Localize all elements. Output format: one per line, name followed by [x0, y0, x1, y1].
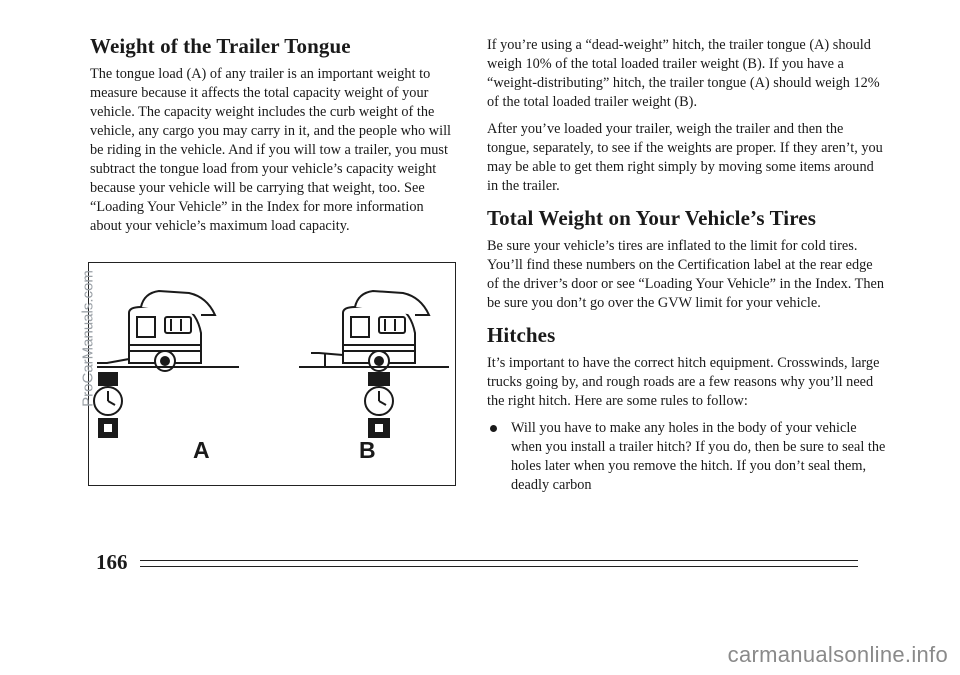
trailer-scale-figure [88, 262, 456, 486]
bullet-icon [490, 425, 497, 432]
weigh-trailer-paragraph: After you’ve loaded your trailer, weigh the trailer and then the tongue, separately, to see if the weights are proper. If they aren’t, you may be able to get them right simply by moving some items around in the trailer. [487, 121, 883, 194]
hitch-equipment-paragraph: It’s important to have the correct hitch equipment. Crosswinds, large trucks going by, and rough roads are a few reasons why you’ll need the right hitch. Here are some rules to follow: [487, 355, 880, 409]
section-heading-hitches: Hitches [487, 323, 556, 347]
section-heading-total-weight: Total Weight on Your Vehicle’s Tires [487, 206, 816, 230]
trailer-b [299, 291, 449, 437]
figure-label-a: A [193, 437, 210, 463]
manual-page [60, 0, 900, 570]
section-heading-tongue-weight: Weight of the Trailer Tongue [90, 34, 351, 58]
tire-inflation-paragraph: Be sure your vehicle’s tires are inflated to the limit for cold tires. You’ll find these numbers on the Certification label at the rear edge of the driver’s door or see “Loading Your Vehicle” in the Index. Then be sure you don’t go over the GVW limit for your vehicle. [487, 238, 885, 311]
hitch-percentage-paragraph: If you’re using a “dead-weight” hitch, the trailer tongue (A) should weigh 10% of the total loaded trailer weight (B). If you have a “weight-distributing” hitch, the trailer tongue (A) should weigh 12% of the total loaded trailer weight (B). [487, 37, 880, 110]
list-item [487, 419, 887, 495]
figure-label-b: B [359, 437, 376, 463]
bottom-watermark: carmanualsonline.info [727, 642, 948, 667]
seal-holes-bullet-text: Will you have to make any holes in the body of your vehicle when you install a trailer hitch? If you do, then be sure to seal the holes later when you remove the hitch. If you don’t seal them, deadly carbon [511, 420, 886, 493]
left-column [90, 34, 458, 244]
footer-rule-top [140, 560, 858, 561]
side-watermark: ProCarManuals.com [79, 270, 97, 407]
trailer-a [94, 291, 239, 437]
right-column [487, 36, 887, 495]
page-number: 166 [96, 550, 128, 574]
footer-rule-bottom [140, 566, 858, 567]
tongue-weight-paragraph: The tongue load (A) of any trailer is an important weight to measure because it affects the total capacity weight of your vehicle. The capacity weight includes the curb weight of the vehicle, any cargo you may carry in it, and the people who will be riding in the vehicle. And if you will tow a trailer, you must subtract the tongue load from your vehicle’s capacity weight because your vehicle will be carrying that weight, too. See “Loading Your Vehicle” in the Index for more information about your vehicle’s maximum load capacity. [90, 66, 452, 234]
trailer-illustration [89, 263, 455, 485]
